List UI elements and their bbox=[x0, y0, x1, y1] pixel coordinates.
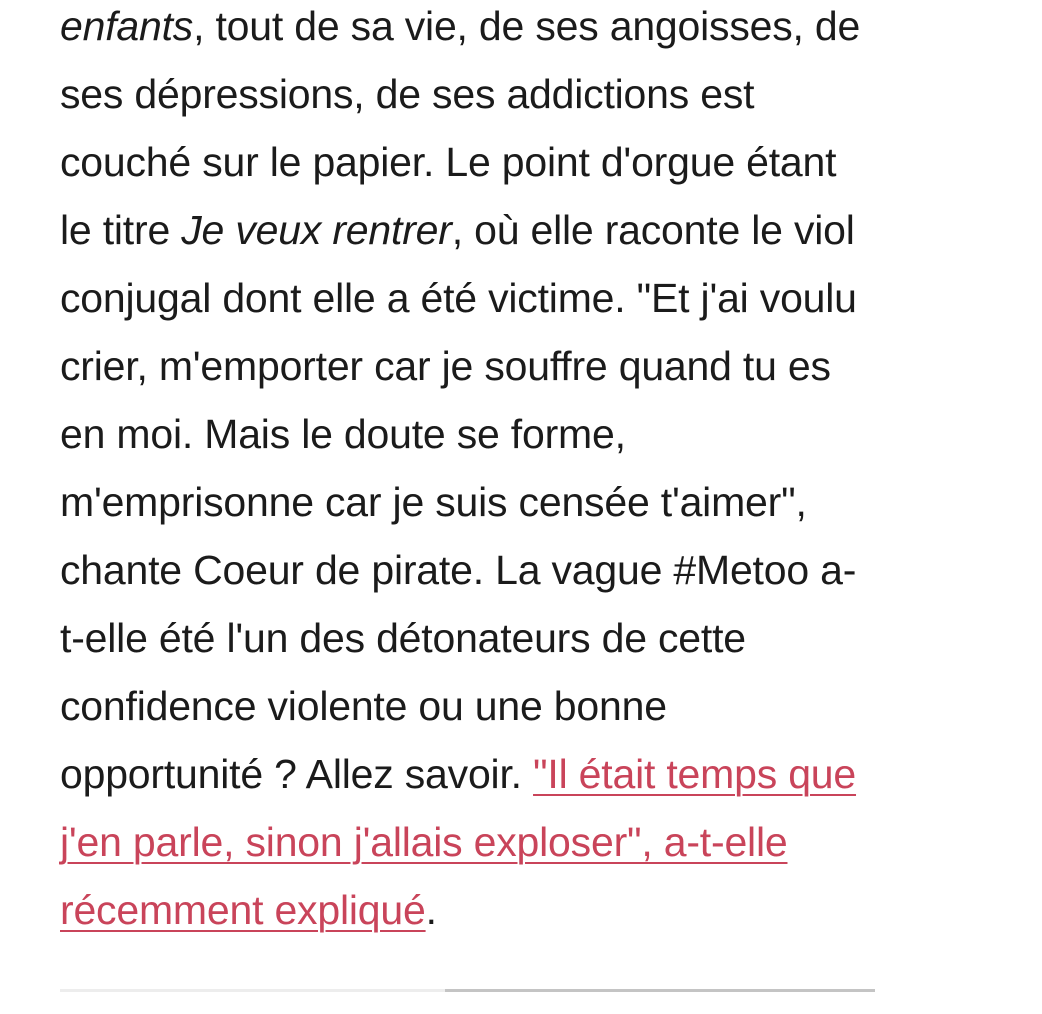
song-title: Je veux rentrer bbox=[181, 207, 452, 253]
paragraph-line bbox=[60, 740, 980, 808]
paragraph-line bbox=[60, 876, 980, 944]
paragraph-line: en moi. Mais le doute se forme, bbox=[60, 411, 626, 457]
article-body bbox=[60, 0, 980, 944]
paragraph-line: crier, m'emporter car je souffre quand tu es bbox=[60, 343, 831, 389]
paragraph-line: t-elle été l'un des détonateurs de cette bbox=[60, 615, 746, 661]
body-text: opportunité ? Allez savoir. bbox=[60, 751, 534, 797]
paragraph-line: couché sur le papier. Le point d'orgue étant bbox=[60, 139, 837, 185]
paragraph-line: confidence violente ou une bonne bbox=[60, 683, 667, 729]
quote-link[interactable]: "Il était temps que bbox=[533, 751, 857, 797]
paragraph-line bbox=[60, 808, 980, 876]
section-divider-accent bbox=[445, 989, 875, 992]
body-text: le titre bbox=[60, 207, 182, 253]
paragraph-line: ses dépressions, de ses addictions est bbox=[60, 71, 755, 117]
paragraph-line: chante Coeur de pirate. La vague #Metoo a- bbox=[60, 547, 857, 593]
paragraph-line bbox=[60, 0, 980, 60]
emphasis-text: enfants bbox=[60, 3, 194, 49]
quote-link[interactable]: j'en parle, sinon j'allais exploser", a-t-elle bbox=[60, 819, 788, 865]
quote-link[interactable]: récemment expliqué bbox=[60, 887, 426, 933]
body-text: , tout de sa vie, de ses angoisses, de bbox=[193, 3, 861, 49]
paragraph-line bbox=[60, 196, 980, 264]
body-text: . bbox=[425, 887, 437, 933]
body-text: , où elle raconte le viol bbox=[451, 207, 855, 253]
paragraph-line: m'emprisonne car je suis censée t'aimer", bbox=[60, 479, 807, 525]
paragraph-line: conjugal dont elle a été victime. "Et j'ai voulu bbox=[60, 275, 857, 321]
